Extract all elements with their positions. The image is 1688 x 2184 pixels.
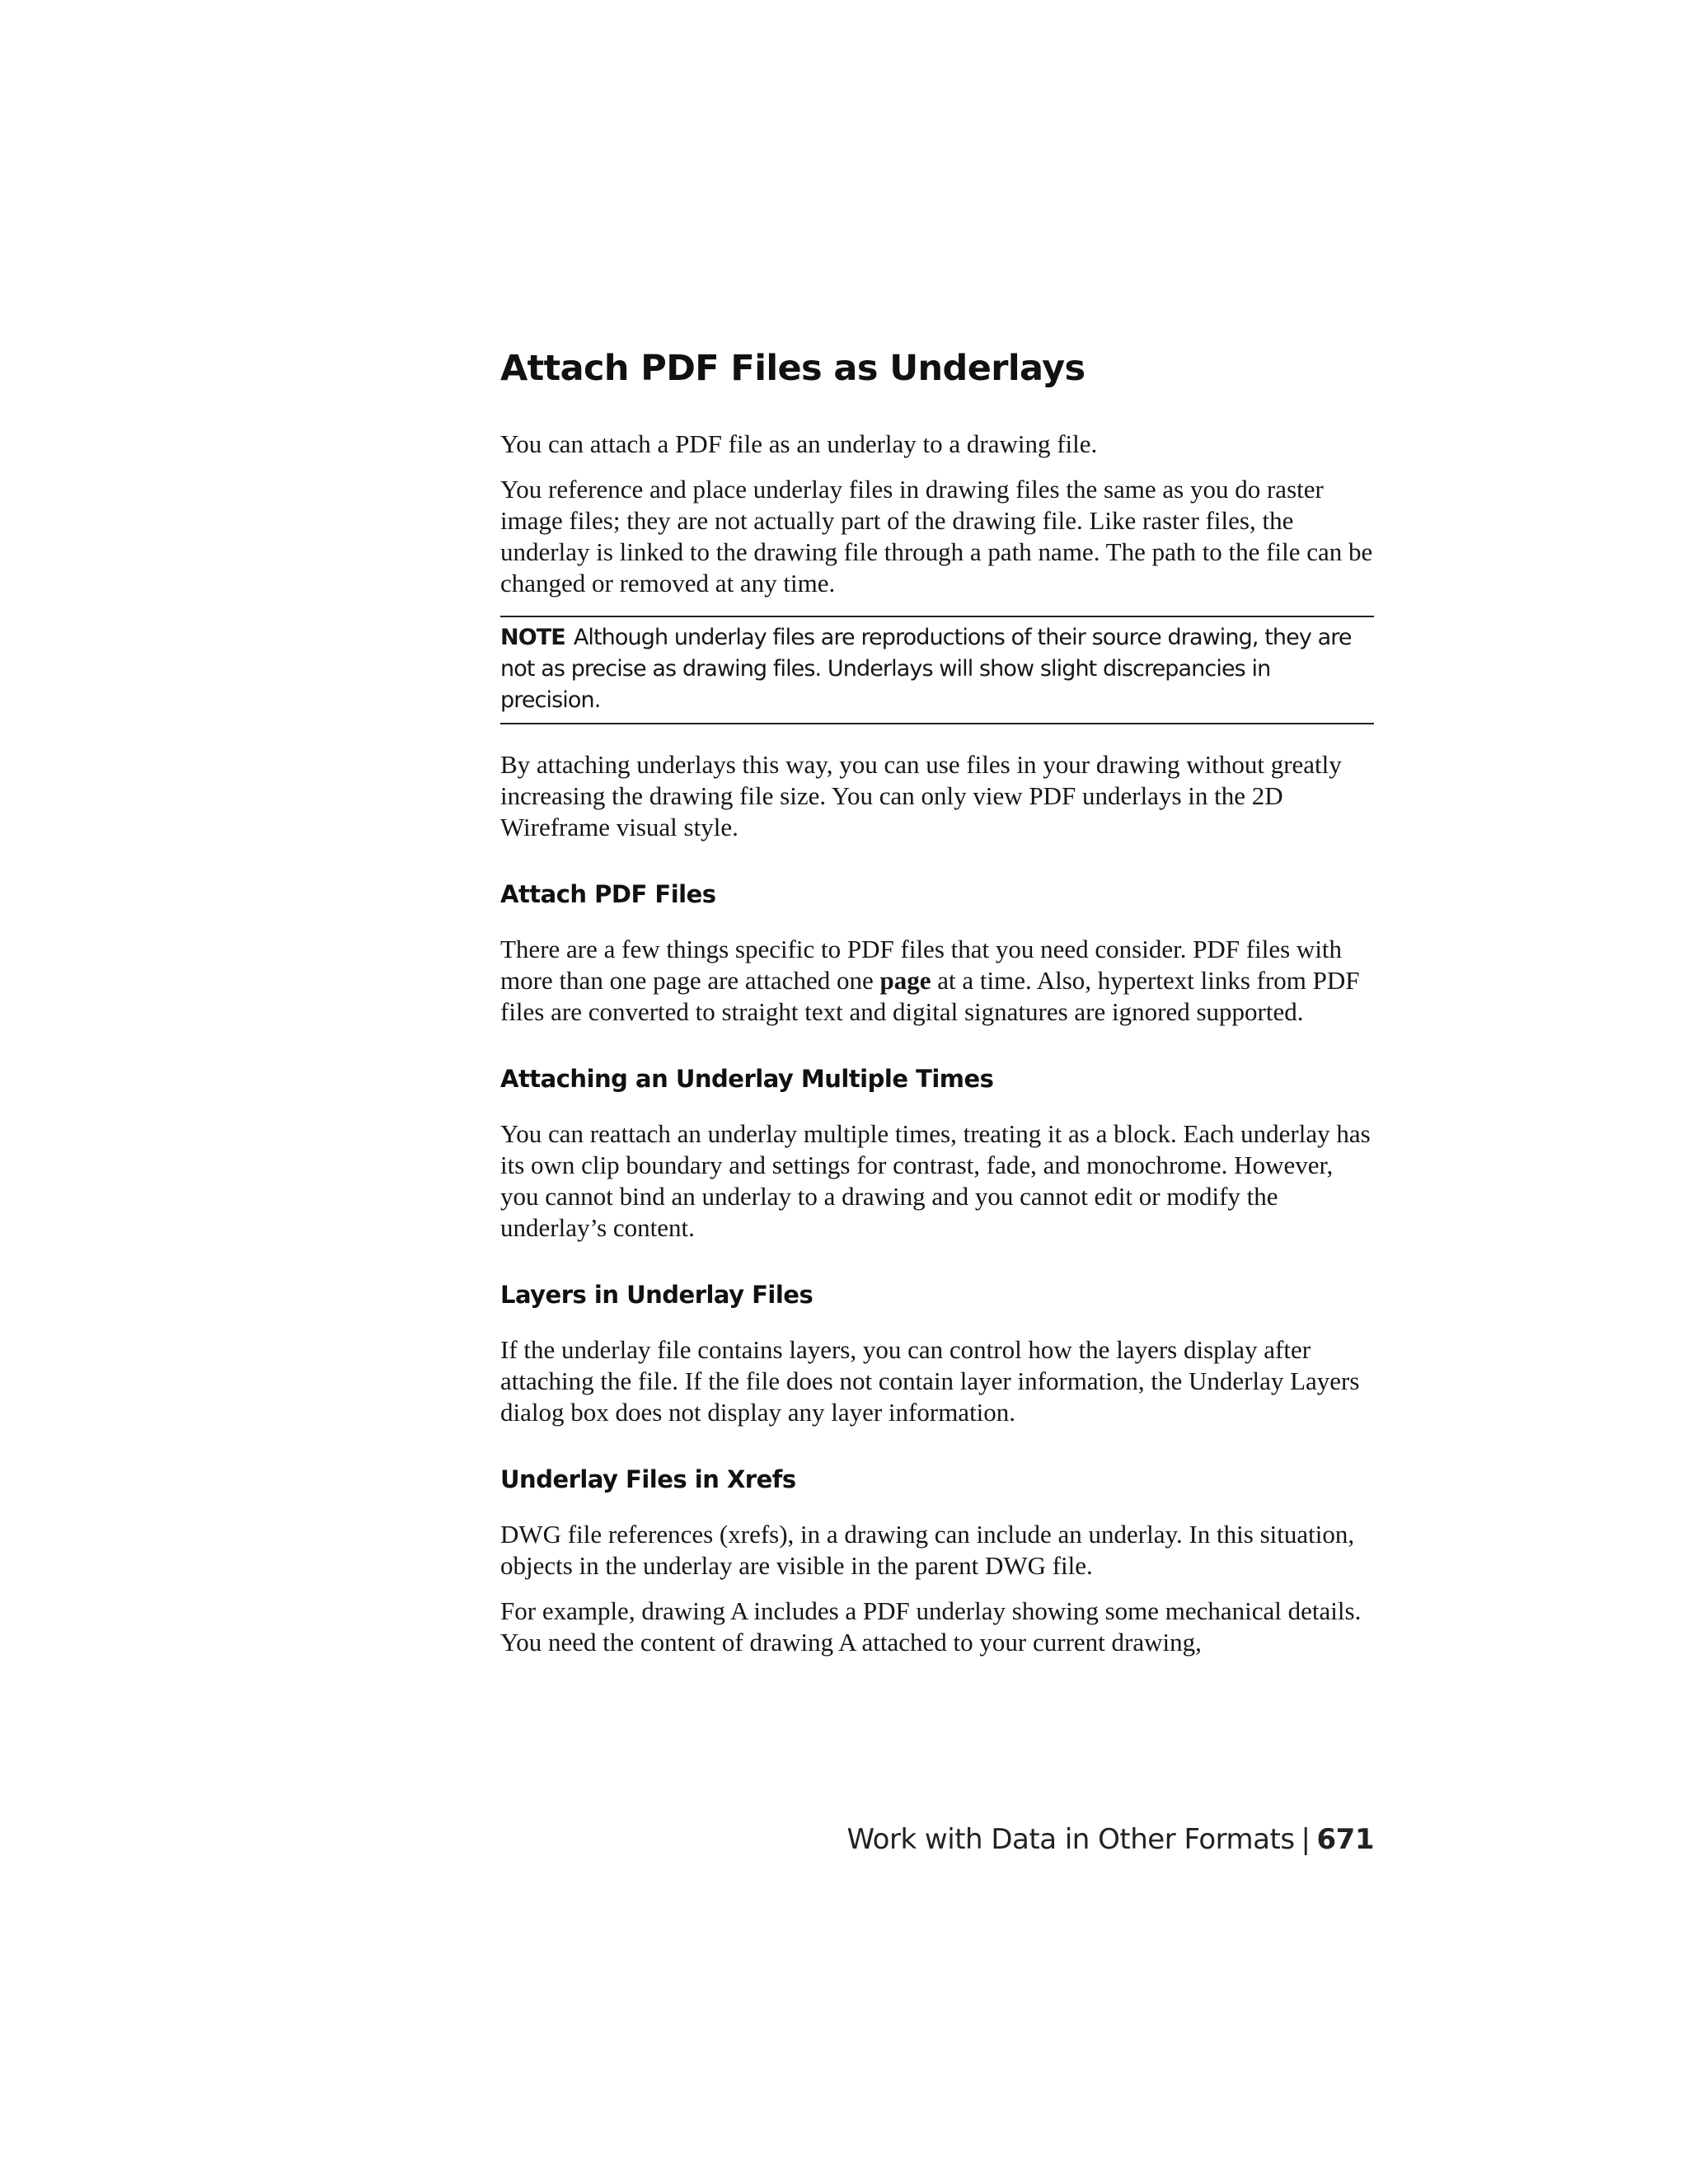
xrefs-paragraph-2: For example, drawing A includes a PDF underlay showing some mechanical details. You need the content of drawing A attached to your current drawing, [500,1596,1362,1657]
page-number: 671 [1316,1823,1374,1856]
footer-separator: | [1301,1823,1311,1856]
page-title: Attach PDF Files as Underlays [500,348,1085,389]
section-heading-attach-pdf: Attach PDF Files [500,880,716,908]
attaching-paragraph: By attaching underlays this way, you can use files in your drawing without greatly increasing the drawing file size. You can only view PDF underlays in the 2D Wireframe visual style. [500,750,1342,841]
note-label: NOTE [500,625,565,650]
attach-pdf-paragraph [500,934,1374,1028]
attach-pdf-text-after: at a time. Also, hypertext links from PDF files are converted to straight text and digital signatures are ignored supported. [500,966,1360,1026]
footer-section-title: Work with Data in Other Formats [846,1823,1295,1856]
page-content [500,344,1374,1672]
multiple-times-paragraph: You can reattach an underlay multiple times, treating it as a block. Each underlay has its own clip boundary and settings for contrast, fade, and monochrome. However, you cannot bind an underlay to a drawing and you cannot edit or modify the underlay’s content. [500,1119,1371,1242]
page-footer [500,1820,1374,1859]
section-heading-layers: Layers in Underlay Files [500,1281,814,1309]
attach-pdf-bold-term: page [879,966,931,995]
layers-paragraph: If the underlay file contains layers, you can control how the layers display after attaching the file. If the file does not contain layer information, the Underlay Layers dialog box does not display any layer information. [500,1335,1360,1427]
note-text: Although underlay files are reproductions of their source drawing, they are not as precise as drawing files. Underlays will show slight discrepancies in precision. [500,625,1352,713]
reference-paragraph: You reference and place underlay files in drawing files the same as you do raster image files; they are not actually part of the drawing file. Like raster files, the underlay is linked to the drawing file through a path name. The path to the file can be changed or removed at any time. [500,475,1373,598]
note-box [500,616,1374,724]
intro-paragraph: You can attach a PDF file as an underlay to a drawing file. [500,429,1098,458]
section-heading-multiple-times: Attaching an Underlay Multiple Times [500,1065,994,1093]
xrefs-paragraph-1: DWG file references (xrefs), in a drawing can include an underlay. In this situation, objects in the underlay are visible in the parent DWG file. [500,1520,1355,1580]
attach-pdf-text-before: There are a few things specific to PDF files that you need consider. PDF files with more than one page are attached one [500,935,1343,995]
section-heading-xrefs: Underlay Files in Xrefs [500,1465,796,1493]
